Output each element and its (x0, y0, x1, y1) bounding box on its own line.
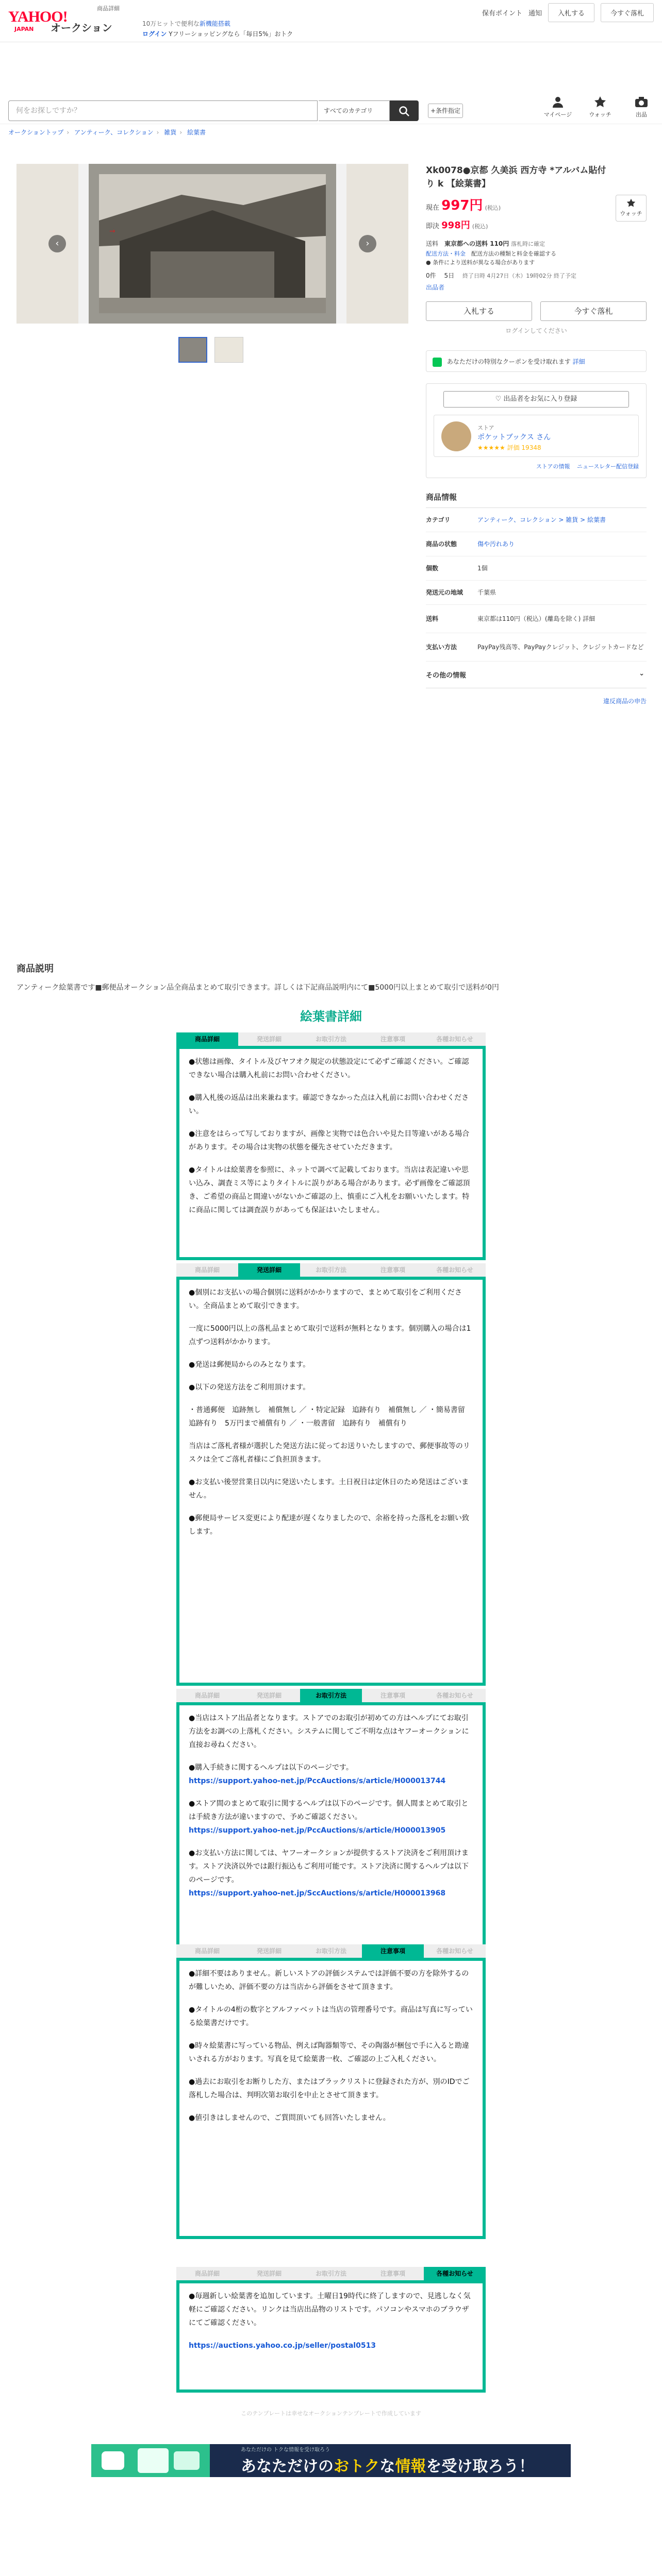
store-info-link[interactable]: ストアの情報 (536, 463, 570, 470)
header-buy-button[interactable]: 今すぐ落札 (601, 3, 654, 22)
category-select[interactable]: すべてのカテゴリ (319, 100, 390, 121)
promo-2[interactable]: Yフリーショッピングなら「毎日5%」おトク (169, 30, 293, 38)
seller-name[interactable]: ポケットブックス さん (477, 433, 551, 442)
store-badge: ストア (477, 425, 494, 431)
spec-value: 東京都は110円（税込）(離島を除く) 詳細 (477, 615, 595, 622)
points-label[interactable]: 保有ポイント (482, 10, 522, 18)
seller-list-link[interactable]: https://auctions.yahoo.co.jp/seller/postal0513 (189, 2342, 376, 2350)
section-notices (176, 2267, 486, 2393)
tab-notes: 注意事項 (362, 1032, 424, 1046)
tab-shipping: 発送詳細 (238, 1689, 300, 1702)
mypage-button[interactable] (542, 96, 573, 118)
header-promo (142, 19, 293, 39)
end-time: 終了日時 4月27日（木）19時02分 終了予定 (462, 273, 576, 279)
spec-row (426, 508, 647, 532)
banner-small-text: あなただけの トクな情報を受け取ろう (241, 2447, 330, 2453)
paragraph: ●お支払い後翌営業日以内に発送いたします。土日祝日は定休日のため発送はございません。 (189, 1478, 469, 1500)
tab-transaction: お取引方法 (300, 1689, 362, 1702)
tab-transaction: お取引方法 (300, 2267, 362, 2280)
top-header (0, 0, 662, 42)
paragraph: 一度に5000円以上の落札品まとめて取引で送料が無料となります。個別購入の場合は1点ずつ送料がかかります。 (189, 1325, 471, 1346)
spec-row (426, 532, 647, 556)
section-body (176, 1046, 486, 1260)
tab-notices: 各種お知らせ (424, 1689, 486, 1702)
item-title: Xk0078●京都 久美浜 西方寺 *アルバム貼付り k 【絵葉書】 (426, 165, 606, 189)
breadcrumb-item[interactable]: 雑貨 (164, 129, 177, 136)
paragraph: ●個別にお支払いの場合個別に送料がかかりますので、まとめて取引をご利用ください。全商品まとめて取引できます。 (189, 1289, 462, 1310)
section-body (176, 1958, 486, 2239)
time-left: 5日 (444, 272, 455, 279)
tab-notices: 各種お知らせ (424, 2267, 486, 2280)
tab-notices: 各種お知らせ (424, 1032, 486, 1046)
price-label: 現在 (426, 204, 440, 212)
tab-item-detail: 商品詳細 (176, 1689, 238, 1702)
paragraph: 当店はご落札者様が選択した発送方法に従ってお送りいたしますので、郵便事故等のリスクは全てご落札者様にご負担頂きます。 (189, 1442, 470, 1464)
paragraph: ・普通郵便 追跡無し 補償無し ／ ・特定記録 追跡有り 補償無し ／ ・簡易書留 追跡有り 5万円まで補償有り ／ ・一般書留 追跡有り 補償有り (189, 1406, 472, 1428)
spec-value: 1個 (477, 565, 488, 572)
thumbnail[interactable] (214, 337, 243, 363)
section-body (176, 1702, 486, 1952)
logo-japan: JAPAN (14, 26, 34, 32)
section-item-detail (176, 1032, 486, 1260)
spec-row (426, 605, 647, 633)
tab-notes: 注意事項 (362, 1263, 424, 1277)
gallery-prev-image[interactable] (16, 164, 78, 324)
banner-text-5: を受け取ろう！ (426, 2458, 535, 2476)
spec-value[interactable]: アンティーク、コレクション > 雑貨 > 絵葉書 (477, 516, 606, 523)
spec-key: カテゴリ (426, 516, 451, 523)
main-image[interactable] (89, 164, 336, 324)
gallery-next-image[interactable] (346, 164, 408, 324)
item-summary (426, 164, 647, 705)
spec-row (426, 581, 647, 605)
banner-text-3: な (379, 2458, 395, 2476)
item-stats (426, 270, 647, 293)
tab-shipping: 発送詳細 (238, 1263, 300, 1277)
report-link[interactable]: 違反商品の申告 (603, 698, 647, 705)
search-input[interactable]: 何をお探しですか？ (8, 100, 318, 121)
tab-notes: 注意事項 (362, 1689, 424, 1702)
tab-notices: 各種お知らせ (424, 1944, 486, 1958)
section-tabs (176, 1689, 486, 1702)
header-bid-button[interactable]: 入札する (548, 3, 594, 22)
spec-row (426, 633, 647, 662)
gallery-next-button[interactable] (359, 235, 376, 252)
seller-links (434, 462, 639, 470)
seller-box (426, 383, 647, 478)
breadcrumb-item[interactable]: アンティーク、コレクション (74, 129, 154, 136)
page-label: 商品詳細 (97, 5, 120, 12)
section-tabs (176, 1032, 486, 1046)
paragraph: ●タイトルの4桁の数字とアルファベットは当店の管理番号です。商品は写真に写っている絵葉書だけです。 (189, 2006, 473, 2027)
coupon-text: あなただけの特別なクーポンを受け取れます (446, 358, 571, 365)
paragraph: ●当店はストア出品者となります。ストアでのお取引が初めての方はヘルプにてお取引方法をお調べの上落札ください。システムに関してご不明な点はヤフーオークションに直接お尋ねください。 (189, 1714, 469, 1749)
description-intro: アンティーク絵葉書です■郵便品オークション品全商品まとめて取引できます。詳しくは下記商品説明内にて■5000円以上まとめて取引で送料が0円 (16, 984, 499, 992)
ship-note-link[interactable]: 配送方法・料金 (426, 250, 466, 257)
section-shipping (176, 1263, 486, 1686)
svg-text:→: → (109, 227, 115, 235)
tab-transaction: お取引方法 (300, 1944, 362, 1958)
paragraph: ●詳細不要はありません。新しいストアの評価システムでは評価不要の方を除外するのが難しいため、評価不要の方は当店から評価をさせて頂きます。 (189, 1970, 469, 1991)
seller-name-block (477, 423, 551, 442)
image-gallery (16, 164, 408, 324)
tab-item-detail: 商品詳細 (176, 1944, 238, 1958)
banner-text-1: あなただけの (241, 2458, 334, 2476)
bid-button[interactable]: 入札する (426, 301, 532, 321)
spec-value: PayPay残高等、PayPayクレジット、クレジットカードなど (477, 643, 644, 651)
watch-button[interactable] (616, 195, 647, 222)
section-tabs (176, 1944, 486, 1958)
newsletter-link[interactable]: ニュースレター配信登録 (576, 463, 639, 470)
paragraph: ●ストア間のまとめて取引に関するヘルプは以下のページです。個人間まとめて取引とは手続き方法が違いますので、予めご確認ください。 (189, 1800, 469, 1821)
mypage-label: マイページ (543, 111, 572, 118)
ship-note2: 配送方法の種類と料金を確認する (471, 250, 556, 257)
user-icon (552, 96, 564, 108)
section-body (176, 1277, 486, 1686)
paragraph: ●注意をはらって写しておりますが、画像と実物では色合いや見た目等違いがある場合があります。その場合は実物の状態を優先させていただきます。 (189, 1130, 470, 1151)
paragraph: ●以下の発送方法をご利用頂けます。 (189, 1383, 310, 1392)
ship-detail: 東京都への送料 110円 (444, 240, 509, 247)
star-icon (594, 96, 606, 108)
gallery-prev-button[interactable] (48, 235, 66, 252)
line-icon (433, 358, 442, 367)
promo-banner[interactable] (91, 2444, 571, 2477)
paragraph: ●タイトルは絵葉書を参照に、ネットで調べて記載しております。当店は表記違いや思い込み、調査ミス等によりタイトルに誤りがある場合があります。必ず画像をご確認頂き、ご希望の商品と間違いがないかご確認の上、慎重にご入札をお願いいたします。特に商品に関しては調査誤りがあっても保証はいたしません。 (189, 1166, 470, 1214)
star-icon (626, 198, 636, 208)
watch-label: ウォッチ (589, 111, 611, 118)
login-note[interactable]: ログインしてください (505, 327, 567, 334)
tab-transaction: お取引方法 (300, 1032, 362, 1046)
chevron-left-icon: ‹ (55, 238, 59, 249)
seller-label-link[interactable]: 出品者 (426, 284, 445, 291)
template-credit: このテンプレートは幸せなオークションテンプレートで作成しています (241, 2410, 421, 2417)
breadcrumb-item[interactable]: オークショントップ (8, 129, 64, 136)
paragraph: ●時々絵葉書に写っている物品、例えば陶器類等で、その陶器が梱包で手に入ると勘違いされる方がおります。写真を見て絵葉書一枚、ご確認の上ご入札ください。 (189, 2042, 469, 2063)
seller-card (434, 415, 639, 457)
promo-link[interactable]: 新機能搭載 (199, 20, 230, 27)
section-body (176, 2280, 486, 2393)
section-transaction (176, 1689, 486, 1952)
help-link-payment[interactable]: https://support.yahoo-net.jp/SccAuctions/s/article/H000013968 (189, 1889, 446, 1897)
thumbnail[interactable] (178, 337, 207, 363)
ship-sub: 落札時に確定 (511, 241, 545, 247)
spec-key: 支払い方法 (426, 643, 457, 651)
spec-value: 千葉県 (477, 589, 496, 596)
banner-text (241, 2453, 534, 2476)
coupon-detail-link[interactable]: 詳細 (572, 358, 585, 365)
notif-label[interactable]: 通知 (528, 10, 542, 18)
tab-notes: 注意事項 (362, 1944, 424, 1958)
banner-line-area (91, 2444, 210, 2477)
tab-shipping: 発送詳細 (238, 2267, 300, 2280)
coupon-banner[interactable] (426, 350, 647, 372)
line-icon (91, 2444, 210, 2477)
sell-button[interactable] (626, 96, 657, 118)
action-buttons (426, 301, 647, 321)
paragraph: ●値引きはしませんので、ご質問頂いても回答いたしません。 (189, 2114, 390, 2122)
promo-text: 10万ヒットで便利な (142, 20, 200, 27)
banner-text-2: おトク (334, 2458, 380, 2476)
camera-icon (635, 96, 648, 108)
banner-text-4: 情報 (395, 2458, 426, 2476)
section-notes (176, 1944, 486, 2239)
favorite-seller-button[interactable]: ♡ 出品者をお気に入り登録 (443, 391, 629, 408)
spec-row (426, 556, 647, 581)
spec-key: 個数 (426, 565, 439, 572)
template-title: 絵葉書詳細 (300, 1009, 362, 1024)
tab-transaction: お取引方法 (300, 1263, 362, 1277)
paragraph: ●郵便局サービス変更により配達が遅くなりましたので、余裕を持った落札をお願い致します。 (189, 1514, 469, 1536)
paragraph: ●状態は画像、タイトル及びヤフオク規定の状態設定にて必ずご確認ください。ご確認できない場合は購入札前にお問い合わせください。 (189, 1058, 469, 1079)
buyout-price: 998円 (441, 220, 470, 231)
tab-shipping: 発送詳細 (238, 1032, 300, 1046)
spec-heading: 商品情報 (426, 492, 647, 508)
price-tax: (税込) (485, 205, 501, 211)
other-info-label: その他の情報 (426, 672, 467, 680)
condition-button[interactable]: +条件指定 (428, 104, 463, 118)
spec-key: 送料 (426, 615, 439, 622)
watch-header-button[interactable] (585, 96, 616, 118)
paragraph: ●発送は郵便局からのみとなります。 (189, 1361, 310, 1369)
shipping-info (426, 239, 647, 267)
thumbnail-list (178, 337, 243, 363)
paragraph: ●毎週新しい絵葉書を追加しています。土曜日19時代に終了しますので、見逃しなく気軽にご確認ください。リンクは当店出品物のリストです。パソコンやスマホのブラウザにてご確認ください。 (189, 2292, 471, 2327)
price-row (426, 197, 647, 235)
header-right (482, 3, 654, 22)
section-tabs (176, 2267, 486, 2280)
paragraph: ●購入手続きに関するヘルプは以下のページです。 (189, 1764, 353, 1772)
tab-shipping: 発送詳細 (238, 1944, 300, 1958)
report-section (426, 697, 647, 705)
search-button[interactable] (390, 100, 419, 121)
tab-item-detail: 商品詳細 (176, 1032, 238, 1046)
bid-count: 0件 (426, 272, 436, 279)
pay-note: ● 条件により送料が異なる場合があります (426, 259, 535, 266)
buyout-tax: (税込) (472, 223, 488, 230)
ship-label: 送料 (426, 240, 439, 247)
service-name[interactable]: オークション (51, 22, 112, 34)
current-price: 997円 (441, 198, 483, 213)
other-info-toggle[interactable] (426, 662, 647, 688)
paragraph: ●お支払い方法に関しては、ヤフーオークションが提供するストア決済をご利用頂けます。ストア決済以外では銀行振込もご利用可能です。ストア決済に関するヘルプは以下のページです。 (189, 1849, 469, 1884)
seller-rating[interactable]: ★★★★★ 評価 19348 (477, 444, 541, 451)
photo-postcard (89, 164, 336, 324)
spec-key: 発送元の地域 (426, 589, 464, 596)
chevron-right-icon: › (366, 238, 370, 249)
tab-notices: 各種お知らせ (424, 1263, 486, 1277)
watch-label: ウォッチ (620, 210, 642, 217)
sell-label: 出品 (636, 111, 647, 118)
tab-item-detail: 商品詳細 (176, 2267, 238, 2280)
seller-avatar[interactable] (441, 421, 471, 451)
login-link[interactable]: ログイン (142, 30, 167, 38)
tab-item-detail: 商品詳細 (176, 1263, 238, 1277)
help-link-combine[interactable]: https://support.yahoo-net.jp/PccAuctions/s/article/H000013905 (189, 1826, 446, 1835)
spec-key: 商品の状態 (426, 540, 457, 548)
breadcrumb: オークショントップ › アンティーク、コレクション › 雑貨 › 絵葉書 (8, 129, 206, 136)
spec-value[interactable]: 傷や汚れあり (477, 540, 515, 548)
yahoo-logo[interactable]: YAHOO! (8, 8, 68, 25)
breadcrumb-item[interactable]: 絵葉書 (187, 129, 206, 136)
paragraph: ●購入札後の返品は出来兼ねます。確認できなかった点は入札前にお問い合わせください。 (189, 1094, 469, 1115)
buy-now-button[interactable]: 今すぐ落札 (540, 301, 647, 321)
section-tabs (176, 1263, 486, 1277)
help-link-purchase[interactable]: https://support.yahoo-net.jp/PccAuctions/s/article/H000013744 (189, 1777, 446, 1785)
search-icon (399, 106, 410, 117)
description-heading: 商品説明 (16, 963, 54, 974)
tab-notes: 注意事項 (362, 2267, 424, 2280)
chevron-down-icon: ⌄ (639, 670, 644, 677)
paragraph: ●過去にお取引をお断りした方、またはブラックリストに登録された方が、別のIDでご落札した場合は、判明次第お取引を中止とさせて頂きます。 (189, 2078, 470, 2099)
buyout-label: 即決 (426, 223, 440, 230)
